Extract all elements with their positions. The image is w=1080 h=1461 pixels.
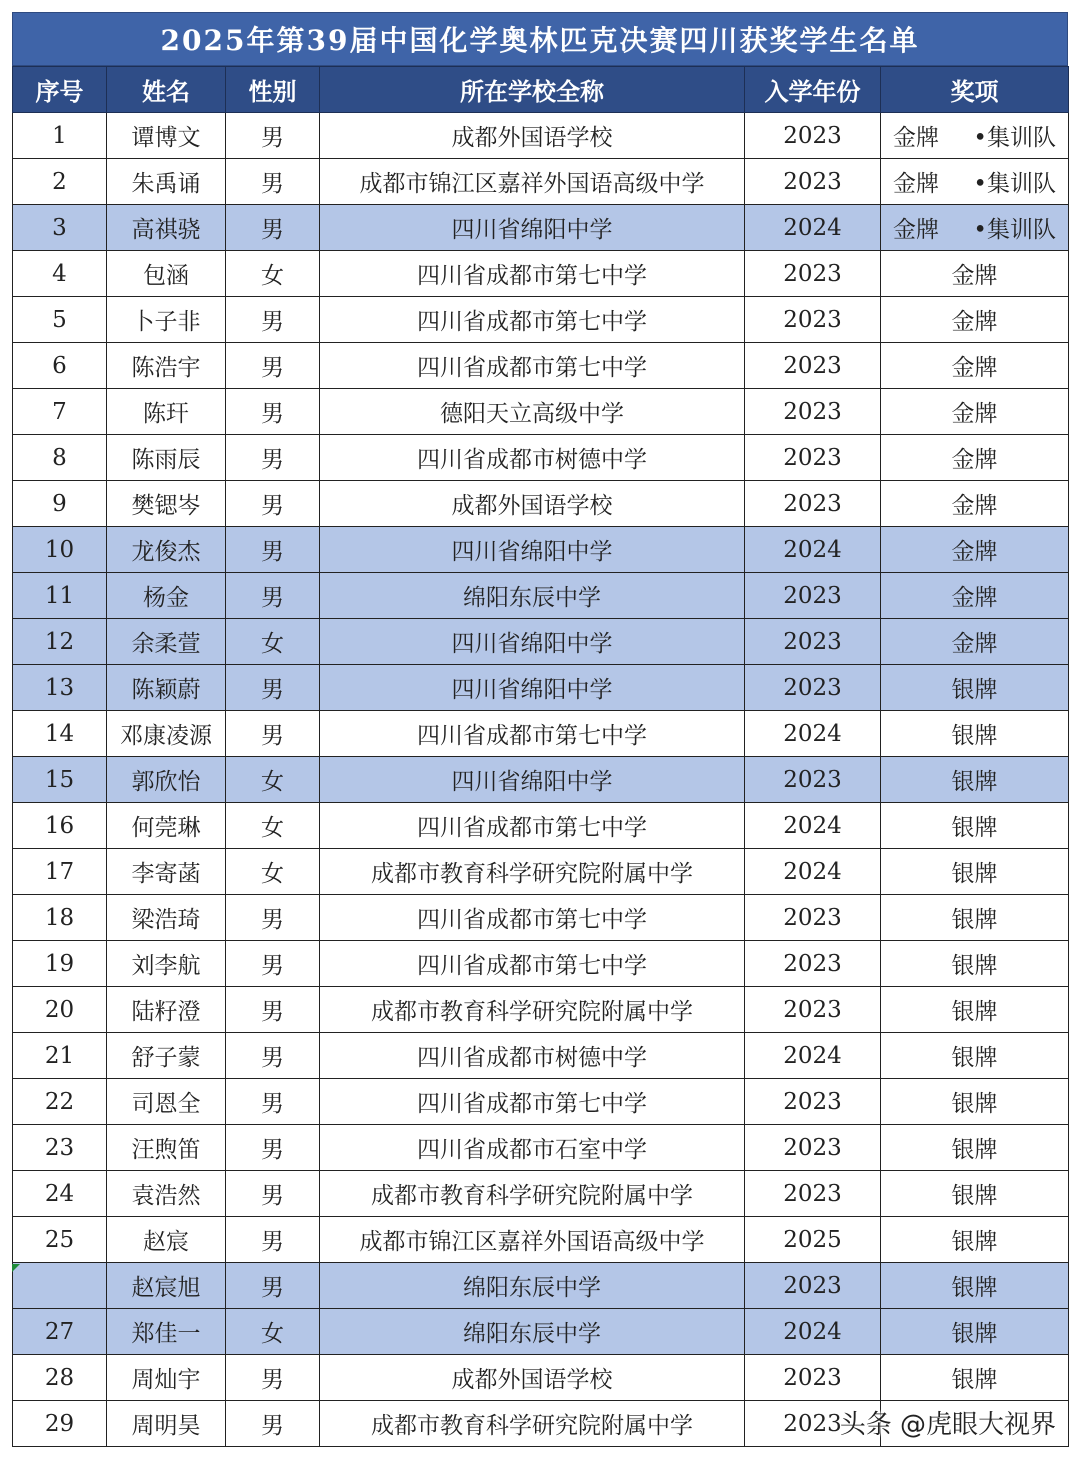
row-gender: 男 (226, 343, 320, 389)
row-no (13, 1263, 107, 1309)
team-label: •集训队 (973, 125, 1056, 151)
row-gender: 女 (226, 251, 320, 297)
row-gender: 男 (226, 205, 320, 251)
row-award: 银牌 (881, 987, 1069, 1033)
row-award: 银牌 (881, 1355, 1069, 1401)
header-cell-school: 所在学校全称 (320, 67, 745, 113)
row-school: 成都外国语学校 (320, 481, 745, 527)
table-body (13, 113, 1069, 1447)
row-no: 7 (13, 389, 107, 435)
row-gender: 男 (226, 987, 320, 1033)
row-year: 2023 (745, 1355, 881, 1401)
row-gender: 男 (226, 1263, 320, 1309)
row-name: 舒子蒙 (107, 1033, 226, 1079)
row-name: 赵宸 (107, 1217, 226, 1263)
row-no: 5 (13, 297, 107, 343)
row-gender: 男 (226, 435, 320, 481)
row-name: 陈颖蔚 (107, 665, 226, 711)
row-gender: 男 (226, 159, 320, 205)
row-school: 成都市教育科学研究院附属中学 (320, 1401, 745, 1447)
award-label: 金牌 (893, 171, 939, 197)
row-gender: 女 (226, 619, 320, 665)
table-row (13, 711, 1069, 757)
row-no: 24 (13, 1171, 107, 1217)
watermark: 头条 @虎眼大视界 (839, 1410, 1056, 1440)
row-year: 2023 (745, 343, 881, 389)
row-no: 19 (13, 941, 107, 987)
row-no: 12 (13, 619, 107, 665)
row-name: 郑佳一 (107, 1309, 226, 1355)
row-gender: 女 (226, 757, 320, 803)
row-year: 2023 (745, 113, 881, 159)
table-row (13, 849, 1069, 895)
row-name: 刘李航 (107, 941, 226, 987)
row-year: 2024 (745, 1033, 881, 1079)
row-award: 银牌 (881, 849, 1069, 895)
row-name: 樊锶岑 (107, 481, 226, 527)
row-award: 银牌 (881, 757, 1069, 803)
row-school: 四川省绵阳中学 (320, 757, 745, 803)
table-row (13, 941, 1069, 987)
row-gender: 男 (226, 1171, 320, 1217)
row-school: 四川省成都市第七中学 (320, 941, 745, 987)
row-award: 金牌 (881, 527, 1069, 573)
table-row (13, 205, 1069, 251)
row-school: 四川省成都市第七中学 (320, 297, 745, 343)
row-award: 金牌 (881, 481, 1069, 527)
row-gender: 女 (226, 1309, 320, 1355)
row-name: 朱禹诵 (107, 159, 226, 205)
row-year: 2024 (745, 1309, 881, 1355)
row-gender: 男 (226, 1033, 320, 1079)
sheet-title: 2025年第39届中国化学奥林匹克决赛四川获奖学生名单 (12, 12, 1068, 66)
row-no: 16 (13, 803, 107, 849)
row-award: 金牌 (881, 619, 1069, 665)
row-year: 2023 (745, 1263, 881, 1309)
row-year: 2023 (745, 619, 881, 665)
row-award: 金牌 (881, 251, 1069, 297)
row-school: 德阳天立高级中学 (320, 389, 745, 435)
award-label: 金牌 (893, 125, 939, 151)
row-year: 2024 (745, 205, 881, 251)
table-row (13, 573, 1069, 619)
row-gender: 男 (226, 1217, 320, 1263)
row-name: 赵宸旭 (107, 1263, 226, 1309)
row-gender: 男 (226, 1079, 320, 1125)
row-name: 周明昊 (107, 1401, 226, 1447)
row-gender: 男 (226, 665, 320, 711)
row-name: 郭欣怡 (107, 757, 226, 803)
row-award: 银牌 (881, 711, 1069, 757)
row-no: 10 (13, 527, 107, 573)
table-row (13, 895, 1069, 941)
row-no: 17 (13, 849, 107, 895)
row-school: 四川省成都市第七中学 (320, 343, 745, 389)
row-award: 金牌 (881, 389, 1069, 435)
row-school: 成都外国语学校 (320, 1355, 745, 1401)
row-award (881, 205, 1069, 251)
row-award: 银牌 (881, 1033, 1069, 1079)
row-school: 四川省成都市第七中学 (320, 251, 745, 297)
row-year: 2023 (745, 481, 881, 527)
row-school: 四川省绵阳中学 (320, 619, 745, 665)
row-school: 四川省成都市树德中学 (320, 435, 745, 481)
row-award: 金牌 (881, 573, 1069, 619)
row-no: 28 (13, 1355, 107, 1401)
row-year: 2023 (745, 573, 881, 619)
row-no: 9 (13, 481, 107, 527)
row-gender: 男 (226, 1125, 320, 1171)
row-name: 袁浩然 (107, 1171, 226, 1217)
team-label: •集训队 (973, 217, 1056, 243)
table-row (13, 1355, 1069, 1401)
row-no: 13 (13, 665, 107, 711)
row-gender: 男 (226, 895, 320, 941)
row-name: 邓康凌源 (107, 711, 226, 757)
row-gender: 女 (226, 803, 320, 849)
header-cell-name: 姓名 (107, 67, 226, 113)
row-year: 2024 (745, 803, 881, 849)
row-school: 成都市教育科学研究院附属中学 (320, 849, 745, 895)
table-row (13, 1171, 1069, 1217)
row-no: 27 (13, 1309, 107, 1355)
table-row (13, 251, 1069, 297)
table-row (13, 389, 1069, 435)
award-with-team (881, 211, 1068, 244)
row-name: 谭博文 (107, 113, 226, 159)
row-school: 四川省成都市第七中学 (320, 711, 745, 757)
row-year: 2023 (745, 389, 881, 435)
row-no: 15 (13, 757, 107, 803)
row-year: 2024 (745, 849, 881, 895)
row-gender: 男 (226, 941, 320, 987)
row-award: 银牌 (881, 1079, 1069, 1125)
row-no: 8 (13, 435, 107, 481)
table-row (13, 435, 1069, 481)
row-award: 银牌 (881, 895, 1069, 941)
row-no: 2 (13, 159, 107, 205)
row-school: 四川省绵阳中学 (320, 205, 745, 251)
row-name: 陆籽澄 (107, 987, 226, 1033)
row-year: 2023 (745, 1079, 881, 1125)
row-school: 四川省成都市第七中学 (320, 1079, 745, 1125)
row-no: 22 (13, 1079, 107, 1125)
header-row (13, 67, 1069, 113)
row-school: 成都市锦江区嘉祥外国语高级中学 (320, 1217, 745, 1263)
row-school: 成都外国语学校 (320, 113, 745, 159)
row-name: 陈浩宇 (107, 343, 226, 389)
row-school: 成都市教育科学研究院附属中学 (320, 987, 745, 1033)
table-row (13, 665, 1069, 711)
row-year: 2025 (745, 1217, 881, 1263)
row-name: 司恩全 (107, 1079, 226, 1125)
row-school: 成都市锦江区嘉祥外国语高级中学 (320, 159, 745, 205)
row-name: 陈雨辰 (107, 435, 226, 481)
row-year: 2023 (745, 251, 881, 297)
row-gender: 男 (226, 389, 320, 435)
row-award: 银牌 (881, 1171, 1069, 1217)
row-no: 21 (13, 1033, 107, 1079)
team-label: •集训队 (973, 171, 1056, 197)
table-row (13, 1217, 1069, 1263)
row-year: 2023 (745, 1171, 881, 1217)
row-award (881, 159, 1069, 205)
table-row (13, 159, 1069, 205)
row-gender: 男 (226, 573, 320, 619)
row-no: 6 (13, 343, 107, 389)
row-award: 银牌 (881, 1263, 1069, 1309)
row-no: 11 (13, 573, 107, 619)
row-no: 14 (13, 711, 107, 757)
row-name: 杨金 (107, 573, 226, 619)
row-gender: 男 (226, 1355, 320, 1401)
table-row (13, 1033, 1069, 1079)
row-gender: 男 (226, 527, 320, 573)
row-no: 18 (13, 895, 107, 941)
award-list-sheet (12, 12, 1068, 1447)
row-gender: 男 (226, 297, 320, 343)
row-award: 银牌 (881, 1309, 1069, 1355)
row-year: 2023 (745, 297, 881, 343)
row-name: 汪煦笛 (107, 1125, 226, 1171)
table-row (13, 1079, 1069, 1125)
row-school: 四川省成都市第七中学 (320, 803, 745, 849)
row-school: 绵阳东辰中学 (320, 1309, 745, 1355)
row-name: 何莞琳 (107, 803, 226, 849)
table-row (13, 1309, 1069, 1355)
award-table (12, 66, 1069, 1447)
row-no: 29 (13, 1401, 107, 1447)
row-name: 龙俊杰 (107, 527, 226, 573)
row-award: 金牌 (881, 297, 1069, 343)
table-row (13, 297, 1069, 343)
row-year: 2023 (745, 941, 881, 987)
row-school: 四川省绵阳中学 (320, 665, 745, 711)
row-year: 2023 (745, 1401, 881, 1447)
row-gender: 男 (226, 1401, 320, 1447)
table-row (13, 481, 1069, 527)
row-name: 卜子非 (107, 297, 226, 343)
header-cell-year: 入学年份 (745, 67, 881, 113)
row-award: 金牌 (881, 435, 1069, 481)
award-label: 金牌 (893, 217, 939, 243)
row-award: 银牌 (881, 665, 1069, 711)
row-school: 绵阳东辰中学 (320, 1263, 745, 1309)
row-no: 4 (13, 251, 107, 297)
row-gender: 男 (226, 711, 320, 757)
row-name: 周灿宇 (107, 1355, 226, 1401)
row-school: 绵阳东辰中学 (320, 573, 745, 619)
table-row (13, 619, 1069, 665)
row-no: 23 (13, 1125, 107, 1171)
table-row (13, 1125, 1069, 1171)
row-year: 2023 (745, 1125, 881, 1171)
row-year: 2024 (745, 527, 881, 573)
row-name: 高祺骁 (107, 205, 226, 251)
award-with-team (881, 119, 1068, 152)
row-no: 25 (13, 1217, 107, 1263)
row-year: 2023 (745, 895, 881, 941)
table-row (13, 987, 1069, 1033)
row-year: 2023 (745, 159, 881, 205)
row-year: 2024 (745, 711, 881, 757)
table-row (13, 527, 1069, 573)
row-year: 2023 (745, 435, 881, 481)
table-row (13, 343, 1069, 389)
row-gender: 男 (226, 481, 320, 527)
row-gender: 女 (226, 849, 320, 895)
row-no: 20 (13, 987, 107, 1033)
row-name: 陈玕 (107, 389, 226, 435)
row-award (881, 113, 1069, 159)
row-gender: 男 (226, 113, 320, 159)
award-with-team (881, 165, 1068, 198)
row-award: 金牌 (881, 343, 1069, 389)
row-name: 李寄菡 (107, 849, 226, 895)
table-row (13, 1263, 1069, 1309)
row-no: 3 (13, 205, 107, 251)
row-name: 包涵 (107, 251, 226, 297)
row-no: 1 (13, 113, 107, 159)
row-name: 余柔萱 (107, 619, 226, 665)
row-year: 2023 (745, 665, 881, 711)
table-row (13, 757, 1069, 803)
row-school: 四川省成都市树德中学 (320, 1033, 745, 1079)
header-cell-gender: 性别 (226, 67, 320, 113)
row-name: 梁浩琦 (107, 895, 226, 941)
table-row (13, 803, 1069, 849)
row-school: 四川省成都市第七中学 (320, 895, 745, 941)
row-school: 四川省成都市石室中学 (320, 1125, 745, 1171)
row-award: 银牌 (881, 1217, 1069, 1263)
row-award: 银牌 (881, 941, 1069, 987)
row-award: 银牌 (881, 1125, 1069, 1171)
row-school: 成都市教育科学研究院附属中学 (320, 1171, 745, 1217)
header-cell-award: 奖项 (881, 67, 1069, 113)
table-row (13, 113, 1069, 159)
row-award: 银牌 (881, 803, 1069, 849)
header-cell-no: 序号 (13, 67, 107, 113)
row-school: 四川省绵阳中学 (320, 527, 745, 573)
row-year: 2023 (745, 757, 881, 803)
row-year: 2023 (745, 987, 881, 1033)
cell-comment-marker (12, 1264, 20, 1272)
